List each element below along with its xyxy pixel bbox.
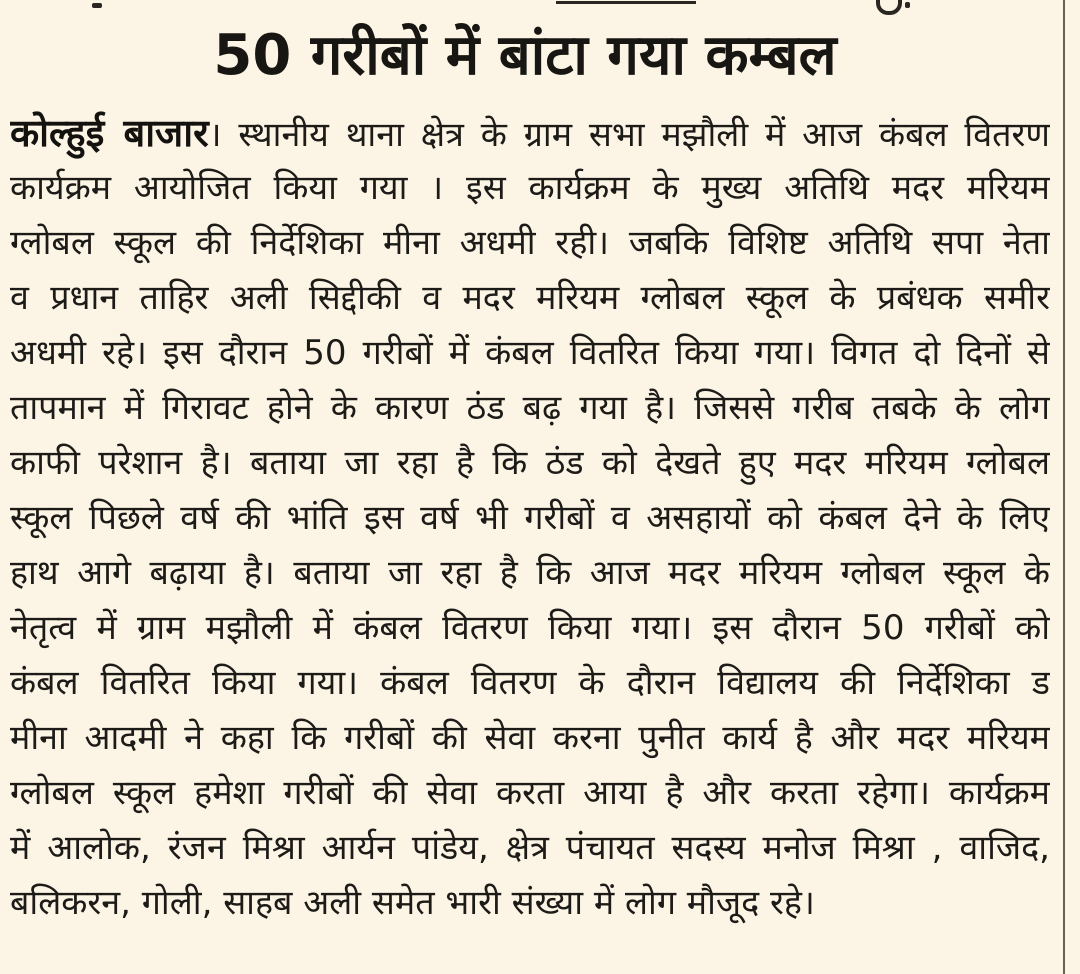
cropped-text-fragment: [876, 0, 902, 15]
body-line: नेतृत्व में ग्राम मझौली में कंबल वितरण किया गया। इस दौरान 50 गरीबों को: [10, 608, 1050, 648]
cropped-text-fragment: [92, 3, 102, 8]
body-line: में आलोक, रंजन मिश्रा आर्यन पांडेय, क्षेत्र पंचायत सदस्य मनोज मिश्रा , वाजिद,: [10, 828, 1050, 868]
body-line: कंबल वितरित किया गया। कंबल वितरण के दौरान विद्यालय की निर्देशिका ड: [10, 663, 1050, 703]
body-line: [10, 106, 1050, 161]
body-line: ग्लोबल स्कूल की निर्देशिका मीना अधमी रही। जबकि विशिष्ट अतिथि सपा नेता: [10, 223, 1050, 263]
body-line-text: । स्थानीय थाना क्षेत्र के ग्राम सभा मझौली में आज कंबल वितरण: [208, 115, 1050, 155]
column-divider-rule: [1063, 0, 1065, 974]
cropped-text-fragment: [556, 1, 696, 4]
body-line: स्कूल पिछले वर्ष की भांति इस वर्ष भी गरीबों व असहायों को कंबल देने के लिए: [10, 498, 1050, 538]
body-line: ग्लोबल स्कूल हमेशा गरीबों की सेवा करता आया है और करता रहेगा। कार्यक्रम: [10, 773, 1050, 813]
body-line: अधमी रहे। इस दौरान 50 गरीबों में कंबल वितरित किया गया। विगत दो दिनों से: [10, 333, 1050, 373]
article-headline: 50 गरीबों में बांटा गया कम्बल: [213, 23, 837, 88]
cropped-text-fragment: [905, 2, 910, 8]
body-line: हाथ आगे बढ़ाया है। बताया जा रहा है कि आज मदर मरियम ग्लोबल स्कूल के: [10, 553, 1050, 593]
body-line: कार्यक्रम आयोजित किया गया । इस कार्यक्रम के मुख्य अतिथि मदर मरियम: [10, 168, 1050, 208]
body-line: तापमान में गिरावट होने के कारण ठंड बढ़ गया है। जिससे गरीब तबके के लोग: [10, 388, 1050, 428]
article-body: [10, 106, 1050, 931]
dateline: कोल्हुई बाजार: [10, 111, 209, 155]
body-line: मीना आदमी ने कहा कि गरीबों की सेवा करना पुनीत कार्य है और मदर मरियम: [10, 718, 1050, 758]
body-line: बलिकरन, गोली, साहब अली समेत भारी संख्या में लोग मौजूद रहे।: [10, 883, 815, 923]
body-line: काफी परेशान है। बताया जा रहा है कि ठंड को देखते हुए मदर मरियम ग्लोबल: [10, 443, 1050, 483]
body-line: व प्रधान ताहिर अली सिद्दीकी व मदर मरियम ग्लोबल स्कूल के प्रबंधक समीर: [10, 278, 1050, 318]
